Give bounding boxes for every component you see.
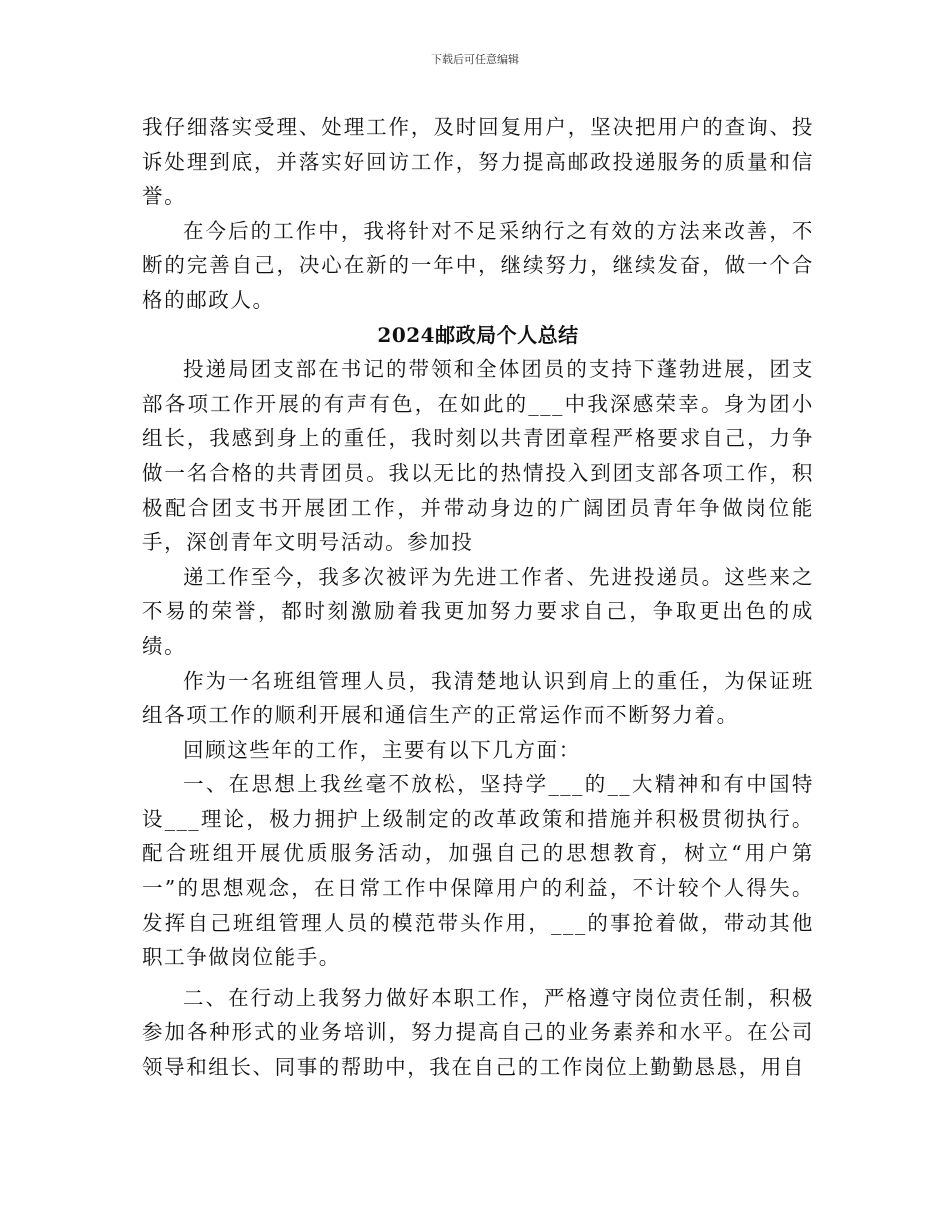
document-body <box>142 110 814 1085</box>
section-title: 2024邮政局个人总结 <box>377 322 579 347</box>
paragraph-league-branch: 投递局团支部在书记的带领和全体团员的支持下蓬勃进展，团支部各项工作开展的有声有色，在如此的___中我深感荣幸。身为团小组长，我感到身上的重任，我时刻以共青团章程严格要求自己，力争做一名合格的共青团员。我以无比的热情投入到团支部各项工作，积极配合团支书开展团工作，并带动身边的广阔团员青年争做岗位能手，深创青年文明号活动。参加投 <box>142 357 814 555</box>
paragraph-honors: 递工作至今，我多次被评为先进工作者、先进投递员。这些来之不易的荣誉，都时刻激励着我更加努力要求自己，争取更出色的成绩。 <box>142 564 814 658</box>
paragraph-point-two: 二、在行动上我努力做好本职工作，严格遵守岗位责任制，积极参加各种形式的业务培训，努力提高自己的业务素养和水平。在公司领导和组长、同事的帮助中，我在自己的工作岗位上勤勤恳恳，用自 <box>142 985 814 1080</box>
paragraph-continuation: 我仔细落实受理、处理工作，及时回复用户，坚决把用户的查询、投诉处理到底，并落实好回访工作，努力提高邮政投递服务的质量和信誉。 <box>142 115 814 209</box>
paragraph-team-manager: 作为一名班组管理人员，我清楚地认识到肩上的重任，为保证班组各项工作的顺利开展和通信生产的正常运作而不断努力着。 <box>142 668 814 728</box>
paragraph-point-one: 一、在思想上我丝毫不放松，坚持学___的__大精神和有中国特设___理论，极力拥护上级制定的改革政策和措施并积极贯彻执行。配合班组开展优质服务活动，加强自己的思想教育，树立“用户第一”的思想观念，在日常工作中保障用户的利益，不计较个人得失。发挥自己班组管理人员的模范带头作用，___的事抢着做，带动其他职工争做岗位能手。 <box>142 772 814 970</box>
paragraph-review-intro: 回顾这些年的工作，主要有以下几方面： <box>183 737 581 762</box>
page-header: 下载后可任意编辑 <box>431 53 519 66</box>
paragraph-future-work: 在今后的工作中，我将针对不足采纳行之有效的方法来改善，不断的完善自己，决心在新的一年中，继续努力，继续发奋，做一个合格的邮政人。 <box>142 218 814 312</box>
